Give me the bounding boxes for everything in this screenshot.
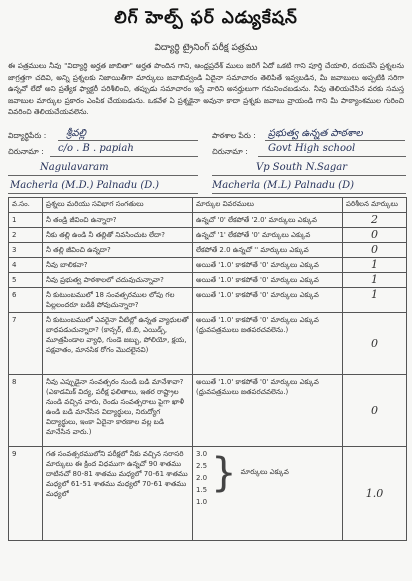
instructions-text: ఈ పత్రములు నీవు "విద్యార్థి అర్హత జాబితా" అర్హత పొందిన గాని, ఆంధ్రప్రదేశ్ ములు జరిగే ఏదో ఒకటి గాని పూర్తి చేయాలి, దయచేసి ప్రశ్నలను జాగ్రత్తగా చదివి, అన్ని ప్రశ్నలకు నిజాయితీగా మార్కులు జవాబివ్వండి ఏదైనా సమాచారం తెలిపితే ఇవ్వబడిన, మీ జవాబులు అప్పటికి సరిగా ఉన్నవో లేదో అని ప్రత్యేక ఫ్యాక్టరీ పరిశీలించి, తప్పుడు సమాచారం ఇస్తే వారిని అనర్హులుగా గమనించబడును. నీవు తెలియచేసిన వరకు సమస్త జవాబుల మార్కుల ప్రకారం ఎంపిక చేయబడును. ఒకవేళ ఏ ప్రశ్నకైనా అవునా కాదా ప్రశ్నకు జవాబు వ్రాయండి గాని మీ పాఠ్యాంశముల గురించి వివరించి తెలియచేయవలెను. xyxy=(8,61,404,116)
row-number: 8 xyxy=(9,375,43,447)
header-marks-details: మార్కుల వివరములు xyxy=(193,198,343,213)
row-mark: 1 xyxy=(343,288,407,313)
row-number: 1 xyxy=(9,213,43,228)
school-name-label: పాఠశాల పేరు : xyxy=(212,131,256,140)
table-row xyxy=(9,313,407,375)
table-row xyxy=(9,288,407,313)
school-name-underline xyxy=(265,140,405,141)
marks-options-list xyxy=(196,449,207,507)
marks-option: 2.0 xyxy=(196,474,208,482)
row-number: 6 xyxy=(9,288,43,313)
marks-option: 1.5 xyxy=(196,486,208,494)
row-mark: 1.0 xyxy=(343,447,407,541)
address-underline-2 xyxy=(8,175,198,176)
row-question: నీవు బాలికవా? xyxy=(43,258,193,273)
table-row xyxy=(9,375,407,447)
school-address-underline-1 xyxy=(258,156,406,157)
table-header-row xyxy=(9,198,407,213)
header-serial: వ.సం. xyxy=(9,198,43,213)
row-question: నీ కుటుంబములో 18 సంవత్సరముల లోపు గల పిల్లలందరూ బడికి పోవుచున్నారా? xyxy=(43,288,193,313)
address-line-2: Nagulavaram xyxy=(40,162,109,173)
row-marks-detail: అయితే '1.0' కాకపోతే '0' మార్కులు ఎక్కువ (ధ్రువపత్రములు జతపరచవలెను.) xyxy=(193,375,343,447)
school-name-value: ప్రభుత్వ ఉన్నత పాఠశాల xyxy=(268,128,363,139)
page-title: లిగ్ హెల్ప్ ఫర్ ఎడ్యుకేషన్ xyxy=(114,8,298,28)
row-marks-detail xyxy=(193,447,343,541)
marks-options-label: మార్కులు ఎక్కువ xyxy=(240,468,289,476)
row-marks-detail: అయితే '1.0' కాకపోతే '0' మార్కులు ఎక్కువ xyxy=(193,288,343,313)
curly-brace-icon: } xyxy=(211,450,237,496)
school-address-line-1: Govt High school xyxy=(268,143,356,154)
questions-table xyxy=(8,197,407,541)
address-label: చిరునామా : xyxy=(8,147,44,156)
row-mark: 1 xyxy=(343,258,407,273)
address-line-3: Macherla (M.D.) Palnadu (D.) xyxy=(10,180,160,191)
row-number: 5 xyxy=(9,273,43,288)
table-row xyxy=(9,447,407,541)
school-address-underline-2 xyxy=(212,175,406,176)
row-question: గత సంవత్సరములోని పరీక్షలో నీకు వచ్చిన సరాసరి మార్కులు ఈ క్రింద విధముగా ఉన్నచో 90 శాతము దాటినచో 80-81 శాతము మధ్యలో 70-61 శాతము మధ్యలో 61-51 శాతము మధ్యలో 70-61 శాతము మధ్యలో xyxy=(43,447,193,541)
row-marks-detail: అయితే '1.0' కాకపోతే '0' మార్కులు ఎక్కువ xyxy=(193,273,343,288)
row-number: 7 xyxy=(9,313,43,375)
school-address-underline-3 xyxy=(212,193,406,194)
student-name-underline xyxy=(58,140,198,141)
school-address-line-2: Vp South N.Sagar xyxy=(256,162,347,173)
marks-option: 2.5 xyxy=(196,462,208,470)
table-row xyxy=(9,258,407,273)
row-mark: 0 xyxy=(343,375,407,447)
header-verified-marks: పరిశీలన మార్కులు xyxy=(343,198,407,213)
school-address-label: చిరునామా : xyxy=(212,147,248,156)
row-mark: 0 xyxy=(343,228,407,243)
table-row xyxy=(9,273,407,288)
student-name-value: శ్రీవల్లి xyxy=(66,128,86,139)
row-mark: 2 xyxy=(343,213,407,228)
address-underline-1 xyxy=(50,156,198,157)
marks-option: 1.0 xyxy=(196,498,208,506)
row-marks-detail: లేకపోతే 2.0 ఉన్నచో '' మార్కులు ఎక్కువ xyxy=(193,243,343,258)
row-question: నీ తల్లి జీవించి ఉన్నదా? xyxy=(43,243,193,258)
row-question: నీ కుటుంబములో ఎవరైనా వీటిల్లో ఉన్నత వ్యాధులతో బాధపడుచున్నారా? (కాన్సర్, టి.బి, ఎయిడ్స్, మూత్రపిండాల వ్యాధి, గుండె జబ్బు, పోలియో, క్షయ, పక్షవాతం, మానసిక రోగం మొదలైనవి) xyxy=(43,313,193,375)
row-question: నీవు ప్రభుత్వ పాఠశాలలో చదువుచున్నావా? xyxy=(43,273,193,288)
row-marks-detail: అయితే '1.0' కాకపోతే '0' మార్కులు ఎక్కువ (ధ్రువపత్రములు జతపరచవలెను.) xyxy=(193,313,343,375)
address-underline-3 xyxy=(8,193,198,194)
row-question: నీకు తల్లి ఉండి నీ తల్లితో నివసించుట లేదా? xyxy=(43,228,193,243)
table-row xyxy=(9,228,407,243)
row-mark: 0 xyxy=(343,243,407,258)
student-name-label: విద్యార్థిపేరు : xyxy=(8,131,47,140)
row-marks-detail: ఉన్నచో '1' లేకపోతే '0' మార్కులు ఎక్కువ xyxy=(193,228,343,243)
row-question: నీ తండ్రి జీవించి ఉన్నారా? xyxy=(43,213,193,228)
row-number: 9 xyxy=(9,447,43,541)
header-question: ప్రశ్నలు మరియు సవిభాగ సంగతులు xyxy=(43,198,193,213)
marks-options xyxy=(196,449,339,507)
row-mark: 0 xyxy=(343,313,407,375)
row-marks-detail: అయితే '1.0' కాకపోతే '0' మార్కులు ఎక్కువ xyxy=(193,258,343,273)
row-question: నీవు ఎప్పుడైనా సంవత్సరం నుండి బడి మానేశావా? (ఎకాడమిక్ విద్య, పరీక్ష ఫలితాలు, ఇతర రాష్ట్రాల నుండి వచ్చిన వారు, రెండు సంవత్సరాలు పైగా ఖాళీ ఉండి బడి మానేసిన విద్యార్థులు, నిరుద్యోగ విద్యార్థులు, ఇంకా ఏదైనా కారణాల వల్ల బడి మానేసిన వారు.) xyxy=(43,375,193,447)
page-subtitle: విద్యార్థి ట్రైనింగ్ పరీక్ష పత్రము xyxy=(154,43,258,53)
row-number: 3 xyxy=(9,243,43,258)
row-marks-detail: ఉన్నచో '0' లేకపోతే '2.0' మార్కులు ఎక్కువ xyxy=(193,213,343,228)
row-mark: 1 xyxy=(343,273,407,288)
address-line-1: c/o . B . papiah xyxy=(58,143,134,154)
table-row xyxy=(9,243,407,258)
row-number: 2 xyxy=(9,228,43,243)
row-number: 4 xyxy=(9,258,43,273)
table-row xyxy=(9,213,407,228)
school-address-line-3: Macherla (M.L) Palnadu (D) xyxy=(212,180,355,191)
marks-option: 3.0 xyxy=(196,450,208,458)
